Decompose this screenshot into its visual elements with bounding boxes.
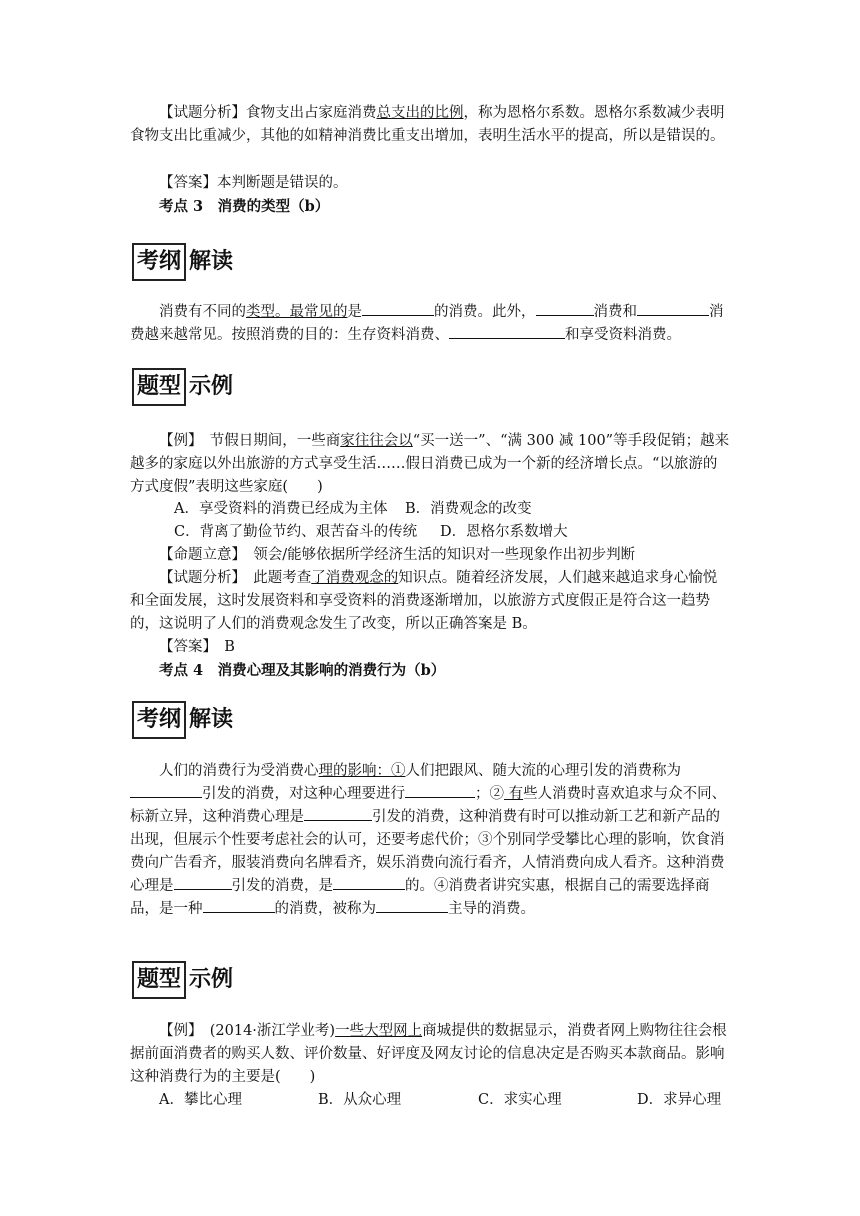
example1-intent [130, 544, 730, 567]
answer-text: B [209, 639, 235, 655]
reading2-text: 人们的消费行为受消费心 [159, 763, 319, 779]
intent-text: 领会/能够依据所学经济生活的知识对一些现象作出初步判断 [238, 547, 636, 563]
option-c: C．背离了勤俭节约、艰苦奋斗的传统 [174, 524, 418, 540]
example1-analysis [130, 567, 730, 636]
analysis-underline: 了消费观念的 [311, 570, 399, 586]
analysis-text: 此题考查 [238, 570, 312, 586]
analysis-text-2: 知识点。随着经济发展，人们越来越追求身心愉悦和全面发展，这时发展资料和享受资料的消费逐渐增加，以旅游方式度假正是符合这一趋势的，这说明了人们的消费观念发生了改变，所以正确答案是 B。 [130, 570, 718, 632]
section-box-label: 考纲 [132, 243, 186, 281]
answer-label: 【答案】 [159, 639, 210, 655]
section-outline-reading-2 [132, 701, 233, 739]
answer-label: 【答案】 [159, 175, 217, 191]
fill-blank [203, 899, 275, 913]
analysis-underline: 总支出的比例 [376, 105, 464, 121]
reading2-text: 主导的消费。 [448, 901, 535, 917]
section-box-label: 考纲 [132, 701, 186, 739]
option-d: D．求异心理 [637, 1092, 722, 1108]
reading1-text: 的消费。此外， [434, 304, 536, 320]
option-a: A．攀比心理 [159, 1092, 242, 1108]
fill-blank [637, 302, 709, 316]
prev-analysis-paragraph [130, 102, 730, 148]
section-outline-reading-1 [132, 243, 233, 281]
fill-blank [449, 325, 565, 339]
reading2-text: 的。④消费者讲究实惠，根据自己的需要选择商品，是一种 [130, 878, 710, 917]
section-rest-label: 解读 [189, 707, 234, 732]
answer-text: 本判断题是错误的。 [217, 175, 348, 191]
analysis-text: 食物支出占家庭消费 [246, 105, 377, 121]
prev-answer-paragraph [130, 172, 730, 195]
reading2-underline: 有 [504, 786, 524, 802]
fill-blank [130, 784, 202, 798]
analysis-label: 【试题分析】 [159, 105, 246, 121]
reading1-text: 消费越来越常见。按照消费的目的：生存资料消费、 [130, 304, 724, 343]
reading2-text: 些人消费时喜欢追求与众不同、标新立异，这种消费心理是 [130, 786, 727, 825]
reading1-text: 消费和 [593, 304, 637, 320]
reading2-text: 人们把跟风、随大流的心理引发的消费称为 [405, 763, 681, 779]
option-c: C．求实心理 [478, 1092, 562, 1108]
reading2-paragraph [130, 760, 730, 921]
point4-heading: 考点 4 消费心理及其影响的消费行为（b） [159, 662, 446, 679]
reading1-text: 和享受资料消费。 [565, 327, 681, 343]
section-rest-label: 解读 [189, 249, 234, 274]
option-a: A．享受资料的消费已经成为主体 [174, 501, 388, 517]
fill-blank [405, 784, 475, 798]
option-b: B．消费观念的改变 [405, 501, 532, 517]
section-rest-label: 示例 [189, 374, 234, 399]
reading1-underline: 类型。最常见的 [246, 304, 348, 320]
reading2-text: 引发的消费，是 [231, 878, 333, 894]
analysis-label: 【试题分析】 [159, 570, 239, 586]
reading1-text: 是 [347, 304, 362, 320]
reading1-paragraph [130, 301, 730, 347]
example-underline: 家往往会以 [340, 433, 413, 449]
example1-question [130, 430, 730, 499]
intent-label: 【命题立意】 [159, 547, 239, 563]
example-label: 【例】 [159, 1023, 196, 1039]
fill-blank [362, 302, 434, 316]
section-rest-label: 示例 [189, 967, 234, 992]
reading2-text: 引发的消费，这种消费有时可以推动新工艺和新产品的出现，但展示个性要考虑社会的认可，还要考虑代价；③个别同学受攀比心理的影响，饮食消费向广告看齐，服装消费向名牌看齐，娱乐消费向流行看齐，人情消费向成人看齐。这种消费心理是 [130, 809, 725, 894]
reading2-text: 的消费，被称为 [274, 901, 376, 917]
section-example-2 [132, 961, 233, 999]
fill-blank [536, 302, 594, 316]
example1-answer [130, 636, 730, 659]
fill-blank [304, 807, 372, 821]
option-d: D．恩格尔系数增大 [440, 524, 568, 540]
example2-question [130, 1020, 730, 1089]
fill-blank [376, 899, 448, 913]
section-box-label: 题型 [132, 961, 186, 999]
example-label: 【例】 [159, 433, 196, 449]
reading2-underline: 理的影响：① [318, 763, 406, 779]
section-example-1 [132, 368, 233, 406]
example-text: 节假日期间，一些商 [195, 433, 341, 449]
example-text: 商城提供的数据显示，消费者网上购物往往会根据前面消费者的购买人数、评价数量、好评度及网友讨论的信息决定是否购买本款商品。影响这种消费行为的主要是( ) [130, 1023, 727, 1085]
reading2-text: 引发的消费，对这种心理要进行 [202, 786, 405, 802]
example-text: “买一送一”、“满 300 减 100”等手段促销；越来越多的家庭以外出旅游的方式享受生活……假日消费已成为一个新的经济增长点。“以旅游的方式度假”表明这些家庭( ) [130, 433, 730, 495]
example-text: (2014·浙江学业考) [195, 1023, 336, 1039]
section-box-label: 题型 [132, 368, 186, 406]
fill-blank [174, 876, 232, 890]
example-underline: 一些大型网上 [335, 1023, 423, 1039]
option-b: B．从众心理 [318, 1092, 402, 1108]
reading2-text: ；② [475, 786, 504, 802]
fill-blank [333, 876, 405, 890]
analysis-text-2: ，称为恩格尔系数。恩格尔系数减少表明食物支出比重减少，其他的如精神消费比重支出增加，表明生活水平的提高，所以是错误的。 [130, 105, 725, 144]
reading1-text: 消费有不同的 [159, 304, 246, 320]
point3-heading: 考点 3 消费的类型（b） [159, 198, 330, 215]
